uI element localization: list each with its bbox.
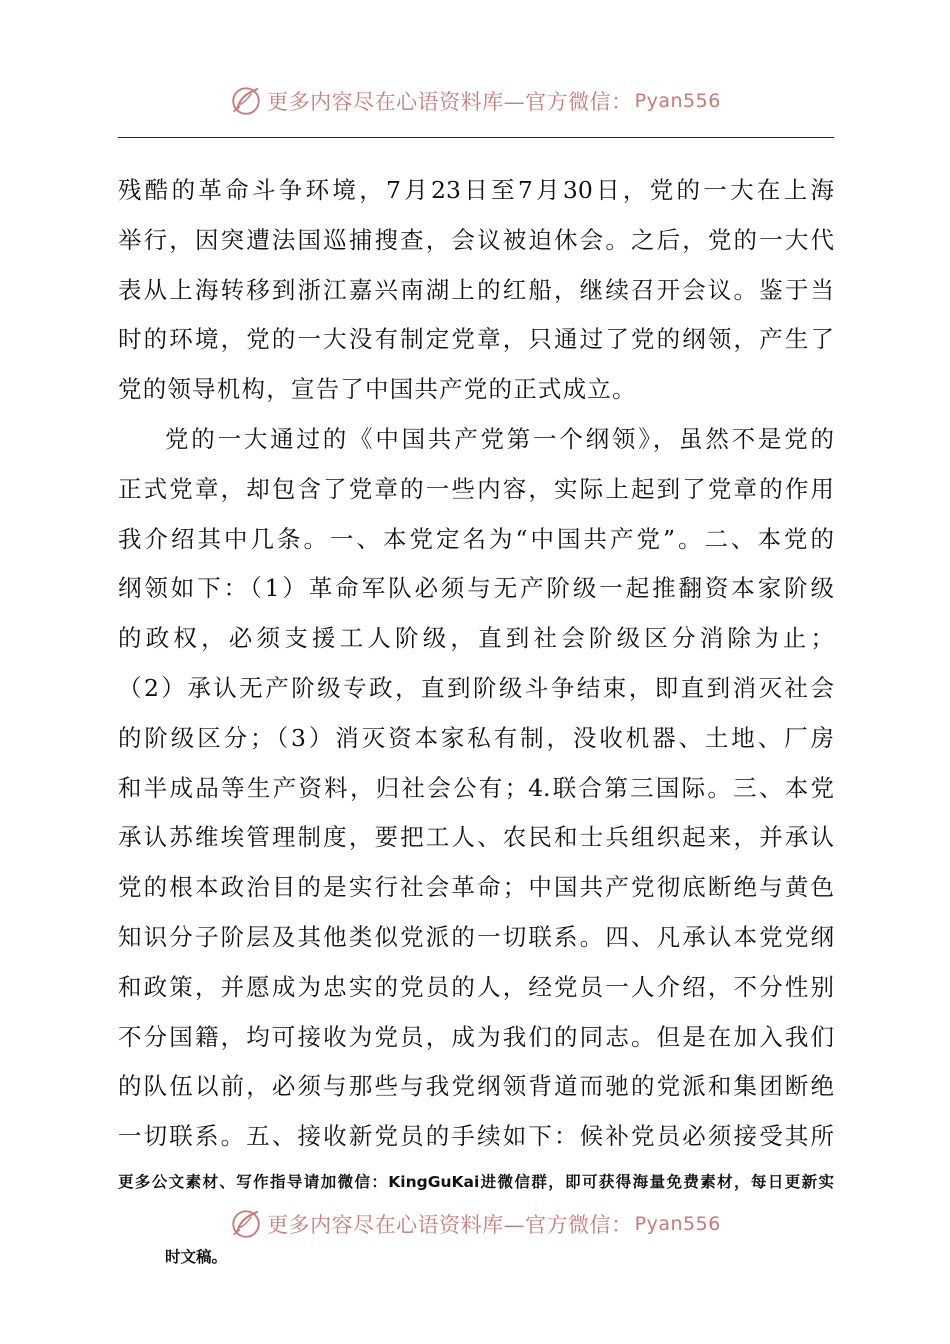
document-body — [118, 166, 834, 1162]
header-watermark-text: 更多内容尽在心语资料库—官方微信： — [267, 90, 633, 114]
body-line: 的阶级区分；（3）消灭资本家私有制，没收机器、土地、厂房 — [118, 723, 834, 752]
body-line: 承认苏维埃管理制度，要把工人、农民和士兵组织起来，并承认 — [118, 823, 834, 852]
body-line: 举行，因突遭法国巡捕搜查，会议被迫休会。之后，党的一大代 — [118, 225, 834, 254]
footer-note: 更多公文素材、写作指导请加微信：KingGuKai进微信群，即可获得海量免费素材，每日更新实 — [118, 1173, 834, 1191]
seal-logo-icon — [229, 84, 263, 118]
header-watermark-id: Pyan556 — [634, 90, 721, 112]
body-line: 党的领导机构，宣告了中国共产党的正式成立。 — [118, 375, 637, 404]
body-line: 和半成品等生产资料，归社会公有；4.联合第三国际。三、本党 — [118, 773, 834, 802]
body-line: 纲领如下：（1）革命军队必须与无产阶级一起推翻资本家阶级 — [118, 574, 834, 603]
bottom-watermark-id: Pyan556 — [634, 1213, 721, 1235]
seal-logo-icon — [229, 1207, 263, 1241]
body-line: 和政策，并愿成为忠实的党员的人，经党员一人介绍，不分性别 — [118, 972, 834, 1001]
body-line: 的政权，必须支援工人阶级，直到社会阶级区分消除为止； — [118, 624, 834, 653]
header-divider — [118, 137, 834, 138]
body-line: 残酷的革命斗争环境，7月23日至7月30日，党的一大在上海 — [118, 176, 834, 204]
body-line: 不分国籍，均可接收为党员，成为我们的同志。但是在加入我们 — [118, 1022, 834, 1051]
body-line: （2）承认无产阶级专政，直到阶级斗争结束，即直到消灭社会 — [118, 673, 834, 702]
body-line: 的队伍以前，必须与那些与我党纲领背道而驰的党派和集团断绝 — [118, 1072, 834, 1101]
bottom-watermark-text: 更多内容尽在心语资料库—官方微信： — [267, 1213, 633, 1237]
body-line: 时的环境，党的一大没有制定党章，只通过了党的纲领，产生了 — [118, 325, 834, 354]
body-line: 党的根本政治目的是实行社会革命；中国共产党彻底断绝与黄色 — [118, 873, 834, 902]
body-line: 正式党章，却包含了党章的一些内容，实际上起到了党章的作用 — [118, 474, 834, 503]
body-line: 党的一大通过的《中国共产党第一个纲领》，虽然不是党的 — [165, 424, 834, 453]
body-line: 我介绍其中几条。一、本党定名为“中国共产党”。二、本党的 — [118, 524, 834, 553]
bottom-watermark — [0, 1207, 950, 1241]
body-line: 一切联系。五、接收新党员的手续如下：候补党员必须接受其所 — [118, 1122, 834, 1151]
body-line: 知识分子阶层及其他类似党派的一切联系。四、凡承认本党党纲 — [118, 922, 834, 951]
header-watermark — [0, 84, 950, 118]
body-line: 表从上海转移到浙江嘉兴南湖上的红船，继续召开会议。鉴于当 — [118, 275, 834, 304]
footer-note-continuation: 时文稿。 — [165, 1248, 228, 1266]
